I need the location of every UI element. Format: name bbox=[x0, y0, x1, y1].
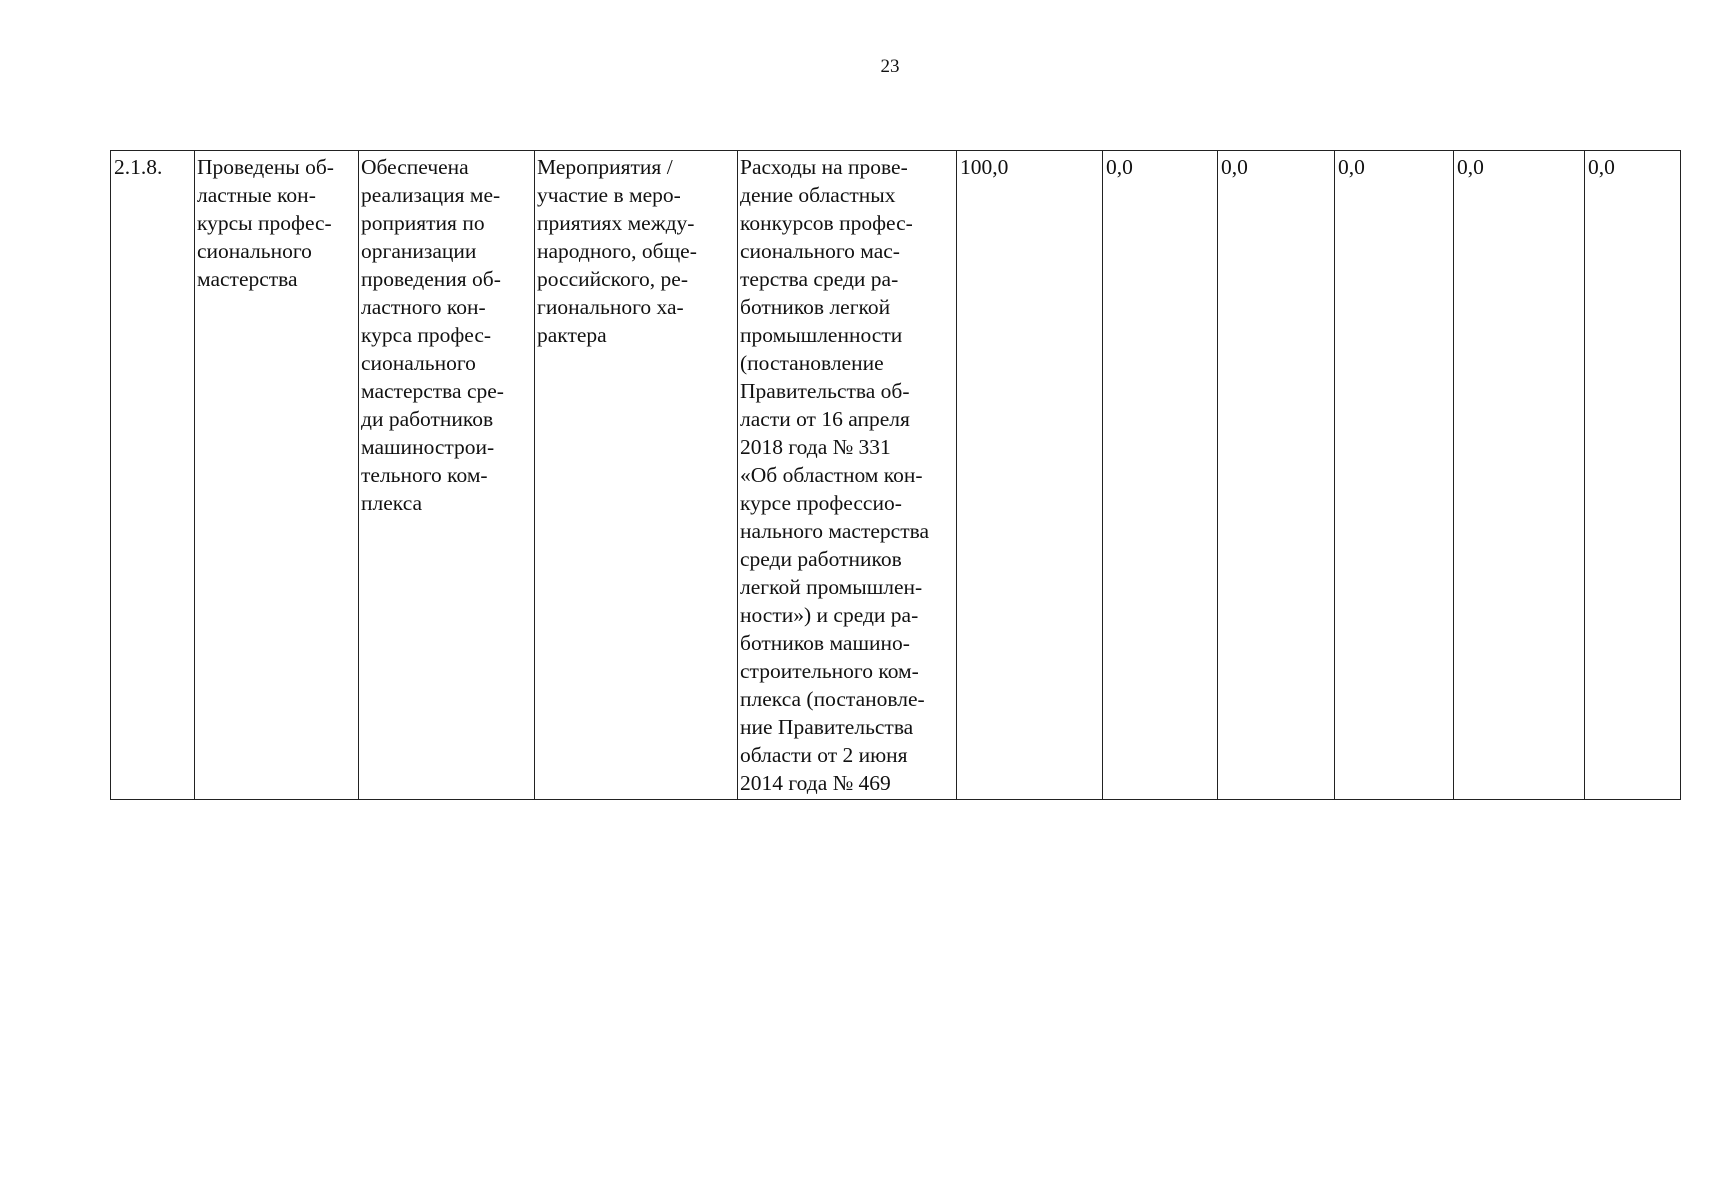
expenses-cell: Расходы на прове- дение областных конкурсов профес- сионального мас- терства среди ра- ботников легкой промышленности (постановление Правительства об- ласти от 16 апреля 2018 года № 331 «Об областном кон- курсе профессио- нального мастерства среди работников легкой промышлен- ности») и среди ра- ботников машино- строительного ком- плекса (постановле- ние Правительства области от 2 июня 2014 года № 469 bbox=[738, 151, 957, 800]
value-cell: 0,0 bbox=[1335, 151, 1454, 800]
page-number: 23 bbox=[880, 56, 900, 77]
row-number-cell: 2.1.8. bbox=[111, 151, 195, 800]
indicator-cell: Мероприятия / участие в меро- приятиях между- народного, обще- российского, ре- гионального ха- рактера bbox=[535, 151, 738, 800]
table-row bbox=[111, 151, 1681, 800]
value-cell: 0,0 bbox=[1585, 151, 1681, 800]
description-cell: Обеспечена реализация ме- роприятия по организации проведения об- ластного кон- курса профес- сионального мастерства сре- ди работников машинострои- тельного ком- плекса bbox=[359, 151, 535, 800]
value-cell: 0,0 bbox=[1454, 151, 1585, 800]
value-cell: 0,0 bbox=[1218, 151, 1335, 800]
value-cell: 0,0 bbox=[1103, 151, 1218, 800]
program-activities-table bbox=[110, 150, 1681, 800]
value-cell: 100,0 bbox=[957, 151, 1103, 800]
result-cell: Проведены об- ластные кон- курсы профес- сионального мастерства bbox=[195, 151, 359, 800]
